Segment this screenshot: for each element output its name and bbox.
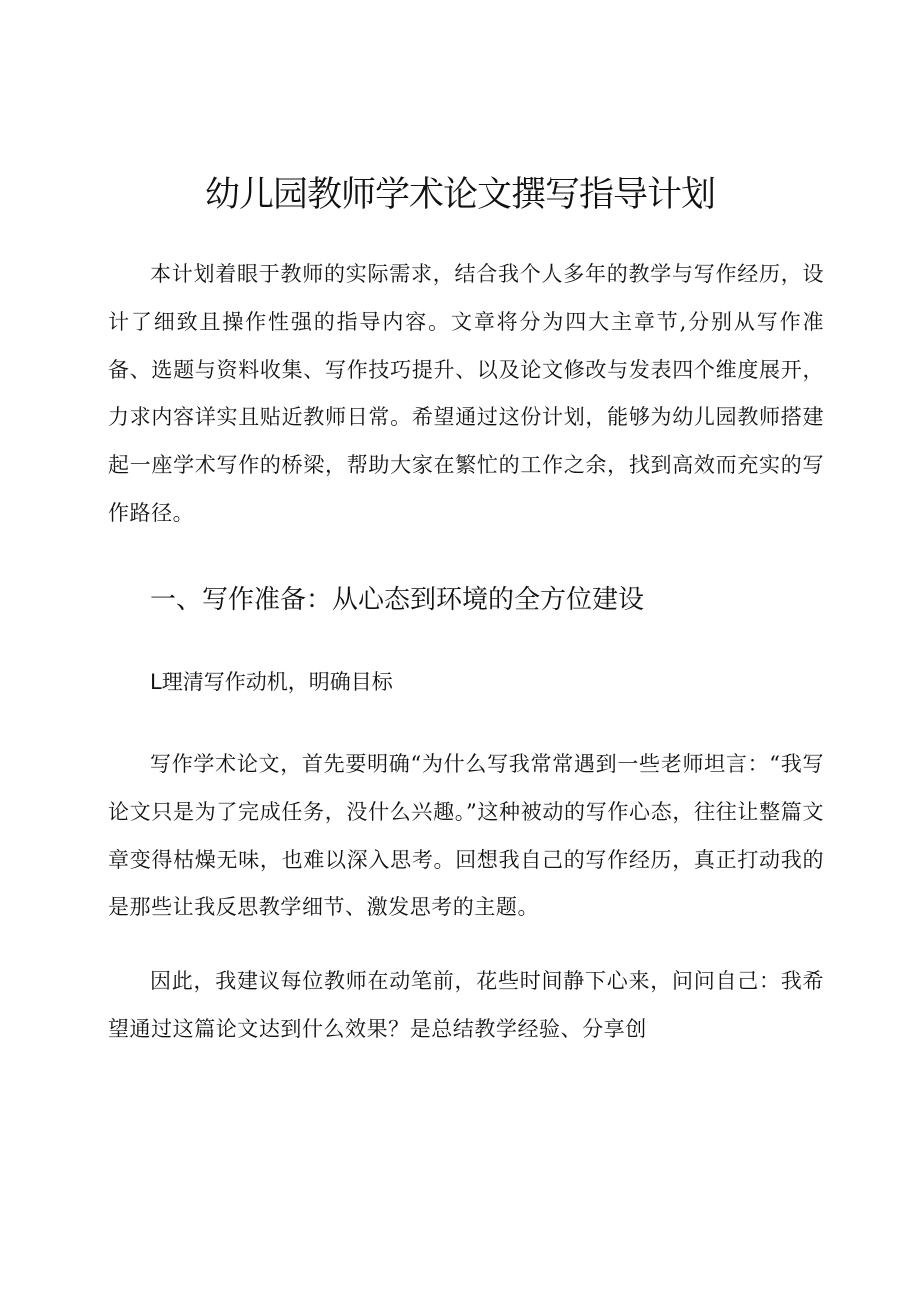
body-paragraph: 写作学术论文，首先要明确“为什么写我常常遇到一些老师坦言：“我写论文只是为了完成任务，没什么兴趣。”这种被动的写作心态，往往让整篇文章变得枯燥无味，也难以深入思考。回想我自己的写作经历，真正打动我的是那些让我反思教学细节、激发思考的主题。 [108, 752, 824, 920]
section-heading: 一、写作准备：从心态到环境的全方位建设 [150, 585, 645, 615]
body-paragraph: 因此，我建议每位教师在动笔前，花些时间静下心来，问问自己：我希望通过这篇论文达到什么效果？是总结教学经验、分享创 [108, 969, 824, 1041]
subsection-heading: L理清写作动机，明确目标 [150, 670, 393, 694]
intro-paragraph: 本计划着眼于教师的实际需求，结合我个人多年的教学与写作经历，设计了细致且操作性强的指导内容。文章将分为四大主章节,分别从写作准备、选题与资料收集、写作技巧提升、以及论文修改与发表四个维度展开，力求内容详实且贴近教师日常。希望通过这份计划，能够为幼儿园教师搭建起一座学术写作的桥梁，帮助大家在繁忙的工作之余，找到高效而充实的写作路径。 [108, 262, 824, 525]
document-title: 幼儿园教师学术论文撰写指导计划 [204, 175, 715, 215]
